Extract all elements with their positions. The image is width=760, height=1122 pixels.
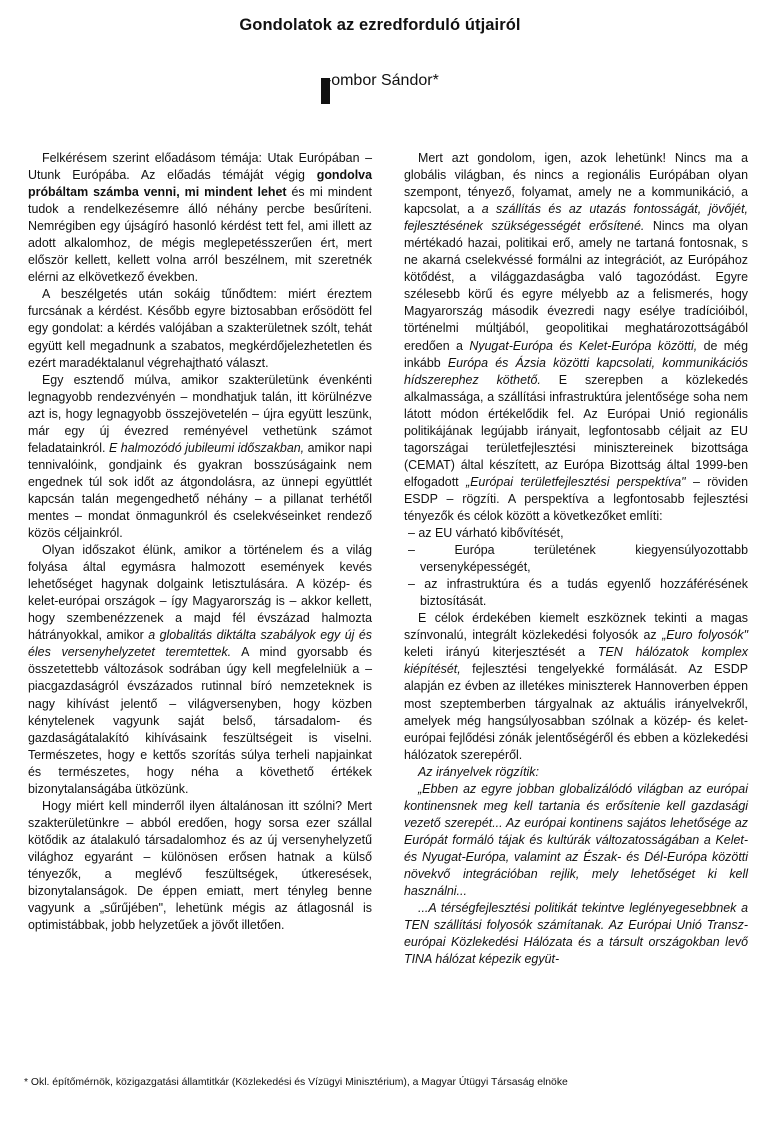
emphasized-text: gondolva próbáltam számba venni, mi mindent lehet [28,168,372,200]
text-run: Hogy miért kell minderről ilyen általánosan itt szólni? Mert szakterületünkre – abból eredően, hogy sorsa ezer szállal kötődik az átalakuló társadalomhoz és az új versenyhelyzetű világhoz egyaránt – különösen erősen hatnak a külső tényezők, a meglévő feszültségek, útkeresések, bizonytalanságok. De éppen emiatt, mert tényleg benne vagyunk a „sűrűjében", lehetünk mégis az átlagosnál is optimistábbak, jobb helyzetűek a jövőt illetően. [28,798,372,933]
text-run: de még inkább [404,338,748,370]
left-column [28,150,372,1050]
italic-text: Az irányelvek rögzítik: [418,764,539,779]
text-run: amikor napi tennivalóink, gondjaink és gyakran bosszúságaink nem engednek túl sok időt az átgondolásra, az ünnepi együttlét kapcsán talán megengedhető néhány – a pillanat terhétől mentes – mondat önmagunkról és cselekvéseinket rendező közös céljainkról. [28,440,372,541]
italic-text: ...A térségfejlesztési politikát tekintve leglényegesebbnek a TEN szállítási folyosók számítanak. Az Európai Unió Transz-európai Közlekedési Hálózata és a társult országokban levő TINA hálózat képezik együt- [404,901,748,967]
text-run: Mert azt gondolom, igen, azok lehetünk! Nincs ma a globális világban, és nincs a regionális Európában olyan szempont, tényező, folyamat, amely ne a kommunikáció, a kapcsolat, a [404,151,748,217]
paragraph [404,610,748,763]
italic-text: „Európai területfejlesztési perspektíva" [465,474,686,489]
text-run: E szerepben a közlekedés alkalmassága, a szállítási infrastruktúra jelentősége soha nem látott módon értékelődik fel. Az Európai Unió regionális politikájának legújabb irányait, legfontosabb céljait az EU tagországai területfejlesztési minisztereinek bizottsága (CEMAT) által készített, az Európa Bizottság által 1999-ben elfogadott [404,372,748,489]
text-run: A mind gyorsabb és összetettebb változások sodrában úgy kell megfelelniük a – piacgazdaságról évszázados rutinnal bíró nemzeteknek is nagy kihívást jelentő – világversenyben, hogy közben kénytelenek vagyunk saját belső, társadalom- és gazdaságátalakító kihívásaink feszültségeit is viselni. Természetes, hogy e kettős szorítás súlya terheli napjainkat és természetes, hogy néha a követhető értékek bizonytalanságába ütközünk. [28,645,372,796]
paragraph [404,900,748,968]
italic-text: Nyugat-Európa és Kelet-Európa közötti, [469,338,698,353]
author-initial: T [321,78,330,104]
paragraph [28,798,372,934]
text-run: – az EU várható kibővítését, [408,526,564,541]
italic-text: a globalitás diktálta szabályok egy új és éles versenyhelyzetet teremtettek. [28,628,372,660]
text-run: – az infrastruktúra és a tudás egyenlő hozzáférésének biztosítását. [408,577,748,609]
author-name: ombor Sándor* [331,72,439,89]
text-run: és mi mindent tudok a rendelkezésemre álló néhány percbe besűríteni. Nemrégiben egy újságíró hasonló kérdést tett fel, ami illett az adott alkalomhoz, de mégis meglepetésszerűen ért, mert először kellett, kellett volna arról beszélnem, mit szeretnék elérni az elkövetkező években. [28,185,372,285]
text-run: fejlesztési tengelyekké formálását. Az ESDP alapján ez évben az illetékes miniszterek Hannoverben éppen most szeptemberben tárgyalnak az aktuális irányelvekről, amelyek még hangsúlyosabban szólnak a közép- és kelet-európai fejlődési zónák jelentőségéről és ebben a közlekedési hálózatok szerepéről. [404,662,748,762]
text-run: keleti irányú kiterjesztését a [404,645,598,660]
paragraph [404,781,748,900]
paragraph [28,372,372,542]
text-run: Egy esztendő múlva, amikor szakterületünk évenkénti legnagyobb rendezvényén – mondhatjuk talán, itt körülnézve azt is, hogy legnagyobb összejövetelén – újra együtt leszünk, már egy új évezred reményével vethetünk számot feladatainkról. [28,372,372,455]
italic-text: E halmozódó jubileumi időszakban, [108,440,305,455]
list-item [404,576,748,610]
text-run: Nincs ma olyan mértékadó hazai, politikai erő, amely ne tartaná fontosnak, s ne akarná cselekvéssé formálni az integrációt, az Európához kötődést, a világgazdaságba való tagozódást. Egyre szélesebb körű és egyre mélyebb az a felismerés, hogy Magyarország második évezredi nagy esélye tradícióiból, történelmi múltjából, geopolitikai meghatározottságából eredően a [404,219,748,353]
article-body [28,150,748,1050]
paragraph [404,150,748,525]
author-line [0,72,760,104]
list-item [404,525,748,542]
paragraph [404,764,748,781]
paragraph [28,542,372,798]
text-run: – röviden ESDP – rögzíti. A perspektíva a legfontosabb fejlesztési tényezők és célok között a következőket említi: [404,474,749,523]
footnote: * Okl. építőmérnök, közigazgatási államtitkár (Közlekedési és Vízügyi Minisztérium), a Magyar Útügyi Társaság elnöke [24,1077,568,1088]
text-run: – Európa területének kiegyensúlyozottabb versenyképességét, [408,543,748,575]
italic-text: a szállítás és az utazás fontosságát, jövőjét, fejlesztésének szükségességét erősítené. [404,202,748,234]
article-title: Gondolatok az ezredforduló útjairól [239,16,521,34]
text-run: E célok érdekében kiemelt eszköznek tekinti a magas színvonalú, integrált közlekedési folyosók az [404,611,748,643]
italic-text: „Euro folyosók" [662,628,748,643]
text-run: Felkérésem szerint előadásom témája: Utak Európában – Utunk Európába. Az előadás témáját végig [28,151,372,183]
paragraph [28,286,372,371]
text-run: Olyan időszakot élünk, amikor a történelem és a világ folyása által egymásra halmozott események kevés lehetőséget hagynak dolgaink letisztulására. A közép- és kelet-európai országok – így Magyarország is – akkor kellett, hogy szembenézzenek a majd fél évszázad halmozta hátrányokkal, amikor [28,543,372,643]
italic-text: TEN hálózatok komplex kiépítését, [404,645,748,677]
italic-text: „Ebben az egyre jobban globalizálódó világban az európai kontinensnek meg kell tartania és erősítenie kell gazdasági vezető szerepét... Az európai kontinens sajátos lehetősége az Európát formáló tájak és kultúrák változatosságában a Kelet- és Nyugat-Európa, valamint az Észak- és Dél-Európa közötti növekvő integrációban rejlik, mely lehetőséget ki kell használni... [404,781,748,899]
text-run: A beszélgetés után sokáig tűnődtem: miért éreztem furcsának a kérdést. Később egyre biztosabban erősödött fel egy gondolat: a kérdés valójában a szakterületnek szólt, tehát együtt kell megadnunk a szabatos, megkérdőjelezhetetlen és ezért maradéktalanul végrehajtható választ. [28,287,372,370]
right-column [404,150,748,1050]
list-item [404,542,748,576]
italic-text: Európa és Ázsia közötti kapcsolati, kommunikációs hídszerephez köthető. [404,355,749,387]
paragraph [28,150,372,286]
